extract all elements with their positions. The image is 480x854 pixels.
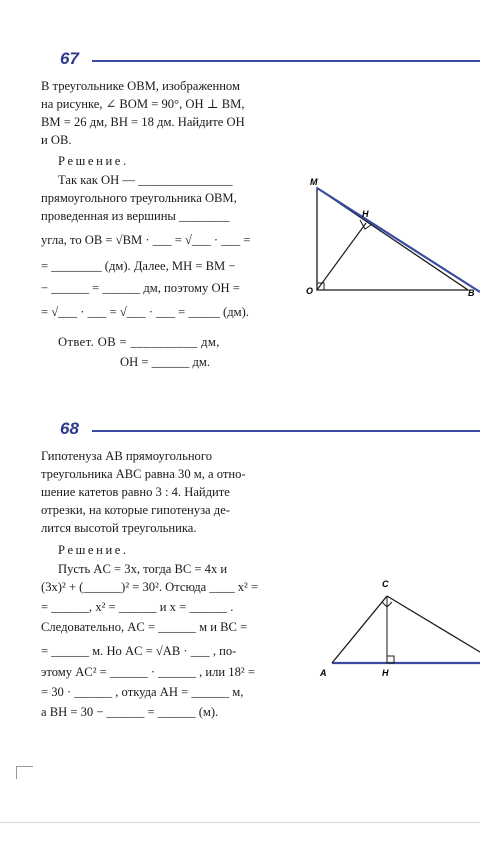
label-o: O bbox=[306, 286, 314, 296]
p67-solution-6: − ______ = ______ дм, поэтому OH = bbox=[41, 281, 240, 295]
label-h2: H bbox=[382, 668, 389, 678]
label-h: H bbox=[362, 209, 369, 219]
label-a: A bbox=[320, 668, 327, 678]
p68-solution-8: а BH = 30 − ______ = ______ (м). bbox=[41, 705, 219, 719]
problem-67-number: 67 bbox=[60, 49, 79, 68]
label-c: C bbox=[382, 579, 389, 589]
p68-solution-2: (3x)² + (______)² = 30². Отсюда ____ x² = bbox=[41, 580, 259, 594]
p68-solution-7: = 30 · ______ , откуда AH = ______ м, bbox=[41, 685, 244, 699]
p67-solution-2: прямоугольного треугольника OBM, bbox=[41, 191, 237, 205]
p67-line-1: В треугольнике OBM, изображенном bbox=[41, 79, 240, 93]
p68-line-5: лится высотой треугольника. bbox=[41, 521, 197, 535]
label-m: M bbox=[310, 177, 318, 187]
page-corner-mark bbox=[16, 766, 33, 779]
p67-answer-2: OH = ______ дм. bbox=[120, 355, 211, 369]
triangle-abc-figure bbox=[318, 576, 480, 680]
p67-solution-7: = √___ · ___ = √___ · ___ = _____ (дм). bbox=[41, 305, 249, 319]
p68-line-4: отрезки, на которые гипотенуза де- bbox=[41, 503, 230, 517]
problem-68-rule bbox=[92, 430, 480, 432]
p68-solution-6: этому AC² = ______ · ______ , или 18² = bbox=[41, 665, 255, 679]
p68-line-1: Гипотенуза AB прямоугольного bbox=[41, 449, 213, 463]
problem-68-number: 68 bbox=[60, 419, 79, 438]
p67-solution-3: проведенная из вершины ________ bbox=[41, 209, 230, 223]
bottom-divider bbox=[0, 822, 480, 823]
p67-solution-4: угла, то OB = √BM · ___ = √___ · ___ = bbox=[41, 233, 251, 247]
p68-solution-4: Следовательно, AC = ______ м и BC = bbox=[41, 620, 248, 634]
p67-solution-heading: Решение. bbox=[58, 154, 129, 168]
p67-line-2: на рисунке, ∠ BOM = 90°, OH ⊥ BM, bbox=[41, 97, 245, 111]
p68-line-2: треугольника ABC равна 30 м, а отно- bbox=[41, 467, 246, 481]
triangle-obm-figure bbox=[300, 176, 480, 296]
p68-solution-heading: Решение. bbox=[58, 543, 129, 557]
p68-solution-5: = ______ м. Но AC = √AB · ___ , по- bbox=[41, 644, 237, 658]
label-b: B bbox=[468, 288, 475, 298]
p68-line-3: шение катетов равно 3 : 4. Найдите bbox=[41, 485, 230, 499]
p67-solution-5: = ________ (дм). Далее, MH = BM − bbox=[41, 259, 236, 273]
p67-line-4: и OB. bbox=[41, 133, 72, 147]
p67-solution-1: Так как OH — _______________ bbox=[58, 173, 233, 187]
p68-solution-1: Пусть AC = 3x, тогда BC = 4x и bbox=[58, 562, 228, 576]
p67-answer-1: Ответ. OB = __________ дм, bbox=[58, 335, 220, 349]
p67-line-3: BM = 26 дм, BH = 18 дм. Найдите OH bbox=[41, 115, 245, 129]
p68-solution-3: = ______, x² = ______ и x = ______ . bbox=[41, 600, 234, 614]
problem-67-rule bbox=[92, 60, 480, 62]
